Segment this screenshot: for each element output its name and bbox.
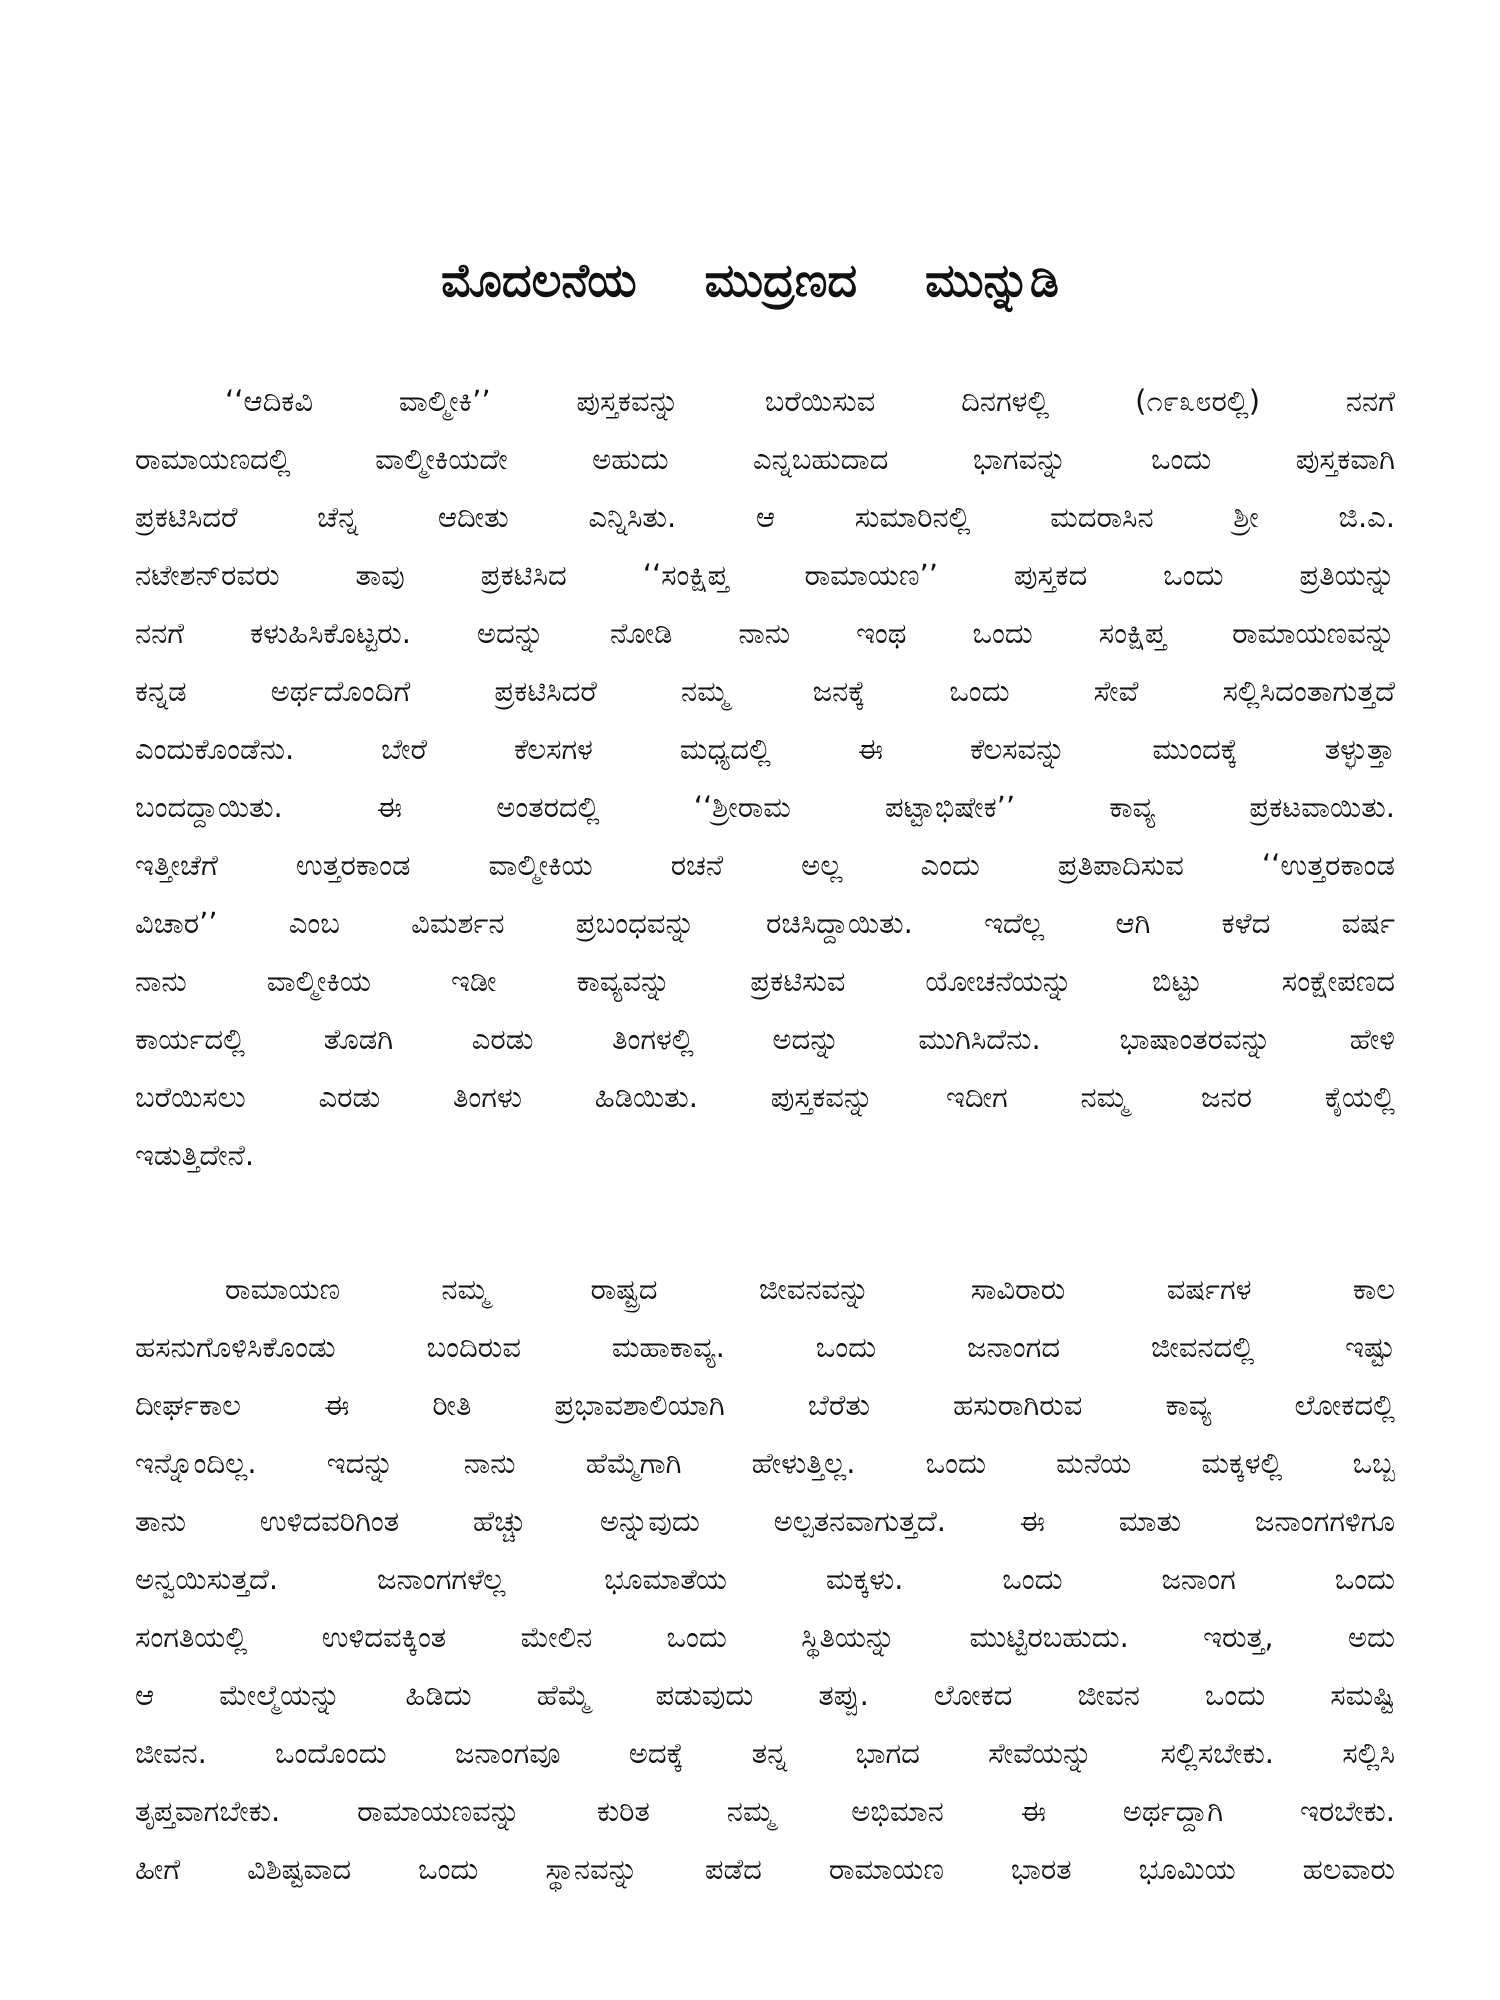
text-line: ತಾನು ಉಳಿದವರಿಗಿಂತ ಹೆಚ್ಚು ಅನ್ನುವುದು ಅಲ್ಪತನವಾಗುತ್ತದೆ. ಈ ಮಾತು ಜನಾಂಗಗಳಿಗೂ: [135, 1504, 1395, 1538]
text-line: ರಾಮಾಯಣದಲ್ಲಿ ವಾಲ್ಮೀಕಿಯದೇ ಅಹುದು ಎನ್ನಬಹುದಾದ ಭಾಗವನ್ನು ಒಂದು ಪುಸ್ತಕವಾಗಿ: [135, 442, 1395, 476]
text-line: ಇಡುತ್ತಿದೇನೆ.: [135, 1138, 255, 1172]
text-line: ಬರೆಯಿಸಲು ಎರಡು ತಿಂಗಳು ಹಿಡಿಯಿತು. ಪುಸ್ತಕವನ್ನು ಇದೀಗ ನಮ್ಮ ಜನರ ಕೈಯಲ್ಲಿ: [135, 1080, 1395, 1114]
text-line: ಆ ಮೇಲ್ಮೆಯನ್ನು ಹಿಡಿದು ಹೆಮ್ಮೆ ಪಡುವುದು ತಪ್ಪು. ಲೋಕದ ಜೀವನ ಒಂದು ಸಮಷ್ಟಿ: [135, 1678, 1395, 1712]
text-line: ಇನ್ನೊಂದಿಲ್ಲ. ಇದನ್ನು ನಾನು ಹೆಮ್ಮೆಗಾಗಿ ಹೇಳುತ್ತಿಲ್ಲ. ಒಂದು ಮನೆಯ ಮಕ್ಕಳಲ್ಲಿ ಒಬ್ಬ: [135, 1446, 1395, 1480]
text-line: ದೀರ್ಘಕಾಲ ಈ ರೀತಿ ಪ್ರಭಾವಶಾಲಿಯಾಗಿ ಬೆರೆತು ಹಸುರಾಗಿರುವ ಕಾವ್ಯ ಲೋಕದಲ್ಲಿ: [135, 1388, 1395, 1422]
text-line: ನಟೇಶನ್‌ರವರು ತಾವು ಪ್ರಕಟಿಸಿದ ‘‘ಸಂಕ್ಷಿಪ್ತ ರಾಮಾಯಣ’’ ಪುಸ್ತಕದ ಒಂದು ಪ್ರತಿಯನ್ನು: [135, 558, 1395, 592]
text-line: ಎಂದುಕೊಂಡೆನು. ಬೇರೆ ಕೆಲಸಗಳ ಮಧ್ಯದಲ್ಲಿ ಈ ಕೆಲಸವನ್ನು ಮುಂದಕ್ಕೆ ತಳ್ಳುತ್ತಾ: [135, 732, 1395, 766]
text-line: ಇತ್ತೀಚೆಗೆ ಉತ್ತರಕಾಂಡ ವಾಲ್ಮೀಕಿಯ ರಚನೆ ಅಲ್ಲ ಎಂದು ಪ್ರತಿಪಾದಿಸುವ ‘‘ಉತ್ತರಕಾಂಡ: [135, 848, 1395, 882]
text-line: ಕಾರ್ಯದಲ್ಲಿ ತೊಡಗಿ ಎರಡು ತಿಂಗಳಲ್ಲಿ ಅದನ್ನು ಮುಗಿಸಿದೆನು. ಭಾಷಾಂತರವನ್ನು ಹೇಳಿ: [135, 1022, 1395, 1056]
paragraph-2: [135, 1260, 1395, 1898]
page-title: ಮೊದಲನೆಯ ಮುದ್ರಣದ ಮುನ್ನುಡಿ: [441, 253, 1059, 307]
text-line: ಕನ್ನಡ ಅರ್ಥದೊಂದಿಗೆ ಪ್ರಕಟಿಸಿದರೆ ನಮ್ಮ ಜನಕ್ಕೆ ಒಂದು ಸೇವೆ ಸಲ್ಲಿಸಿದಂತಾಗುತ್ತದೆ: [135, 674, 1395, 708]
text-line: ವಿಚಾರ’’ ಎಂಬ ವಿಮರ್ಶನ ಪ್ರಬಂಧವನ್ನು ರಚಿಸಿದ್ದಾಯಿತು. ಇದೆಲ್ಲ ಆಗಿ ಕಳೆದ ವರ್ಷ: [135, 906, 1395, 940]
text-line: ಅನ್ವಯಿಸುತ್ತದೆ. ಜನಾಂಗಗಳೆಲ್ಲ ಭೂಮಾತೆಯ ಮಕ್ಕಳು. ಒಂದು ಜನಾಂಗ ಒಂದು: [135, 1562, 1395, 1596]
text-line: ಹಸನುಗೊಳಿಸಿಕೊಂಡು ಬಂದಿರುವ ಮಹಾಕಾವ್ಯ. ಒಂದು ಜನಾಂಗದ ಜೀವನದಲ್ಲಿ ಇಷ್ಟು: [135, 1330, 1395, 1364]
text-line: ಹೀಗೆ ವಿಶಿಷ್ಟವಾದ ಒಂದು ಸ್ಥಾನವನ್ನು ಪಡೆದ ರಾಮಾಯಣ ಭಾರತ ಭೂಮಿಯ ಹಲವಾರು: [135, 1852, 1395, 1886]
text-line: ರಾಮಾಯಣ ನಮ್ಮ ರಾಷ್ಟ್ರದ ಜೀವನವನ್ನು ಸಾವಿರಾರು ವರ್ಷಗಳ ಕಾಲ: [225, 1272, 1395, 1306]
text-line: ನಾನು ವಾಲ್ಮೀಕಿಯ ಇಡೀ ಕಾವ್ಯವನ್ನು ಪ್ರಕಟಿಸುವ ಯೋಚನೆಯನ್ನು ಬಿಟ್ಟು ಸಂಕ್ಷೇಪಣದ: [135, 964, 1395, 998]
text-line: ಜೀವನ. ಒಂದೊಂದು ಜನಾಂಗವೂ ಅದಕ್ಕೆ ತನ್ನ ಭಾಗದ ಸೇವೆಯನ್ನು ಸಲ್ಲಿಸಬೇಕು. ಸಲ್ಲಿಸಿ: [135, 1736, 1395, 1770]
text-line: ಸಂಗತಿಯಲ್ಲಿ ಉಳಿದವಕ್ಕಿಂತ ಮೇಲಿನ ಒಂದು ಸ್ಥಿತಿಯನ್ನು ಮುಟ್ಟಿರಬಹುದು. ಇರುತ್ತ, ಅದು: [135, 1620, 1395, 1654]
paragraph-1: [135, 372, 1395, 1184]
text-line: ‘‘ಆದಿಕವಿ ವಾಲ್ಮೀಕಿ’’ ಪುಸ್ತಕವನ್ನು ಬರೆಯಿಸುವ ದಿನಗಳಲ್ಲಿ (೧೯೩೮ರಲ್ಲಿ) ನನಗೆ: [225, 384, 1395, 418]
text-line: ಪ್ರಕಟಿಸಿದರೆ ಚೆನ್ನ ಆದೀತು ಎನ್ನಿಸಿತು. ಆ ಸುಮಾರಿನಲ್ಲಿ ಮದರಾಸಿನ ಶ್ರೀ ಜಿ.ಎ.: [135, 500, 1395, 534]
text-line: ಬಂದದ್ದಾಯಿತು. ಈ ಅಂತರದಲ್ಲಿ ‘‘ಶ್ರೀರಾಮ ಪಟ್ಟಾಭಿಷೇಕ’’ ಕಾವ್ಯ ಪ್ರಕಟವಾಯಿತು.: [135, 790, 1395, 824]
text-line: ನನಗೆ ಕಳುಹಿಸಿಕೊಟ್ಟರು. ಅದನ್ನು ನೋಡಿ ನಾನು ಇಂಥ ಒಂದು ಸಂಕ್ಷಿಪ್ತ ರಾಮಾಯಣವನ್ನು: [135, 616, 1395, 650]
text-line: ತೃಪ್ತವಾಗಬೇಕು. ರಾಮಾಯಣವನ್ನು ಕುರಿತ ನಮ್ಮ ಅಭಿಮಾನ ಈ ಅರ್ಥದ್ದಾಗಿ ಇರಬೇಕು.: [135, 1794, 1395, 1828]
